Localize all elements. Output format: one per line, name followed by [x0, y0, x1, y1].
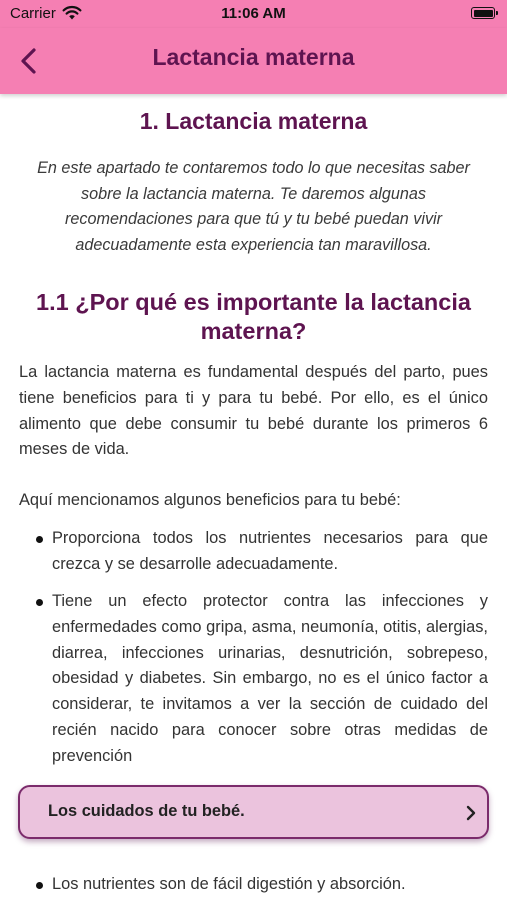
benefit-item [52, 872, 488, 898]
navigation-bar [0, 28, 507, 94]
status-time: 11:06 AM [221, 5, 286, 22]
bullet-icon [36, 599, 43, 606]
link-card-label: Los cuidados de tu bebé. [48, 802, 245, 820]
benefit-text: Los nutrientes son de fácil digestión y absorción. [52, 875, 406, 893]
nav-title: Lactancia materna [152, 44, 355, 70]
baby-care-link-card[interactable] [18, 785, 489, 839]
benefit-text: Tiene un efecto protector contra las infecciones y enfermedades como gripa, asma, neumonía, otitis, alergias, diarrea, infecciones urinarias, desnutrición, sobrepeso, obesidad y diabetes. Sin embargo, no es el único factor a considerar, te invitamos a ver la sección de cuidado del recién nacido para conocer sobre otras medidas de prevención [52, 592, 488, 765]
carrier-label: Carrier [10, 5, 56, 22]
benefits-intro: Aquí mencionamos algunos beneficios para tu bebé: [19, 491, 401, 509]
article-content[interactable] [0, 94, 507, 900]
chevron-right-icon [465, 804, 477, 822]
intro-text: En este apartado te contaremos todo lo que necesitas saber sobre la lactancia materna. Te daremos algunas recomendaciones para que tú y tu bebé puedan vivir adecuadamente esta experiencia tan maravillosa. [37, 159, 470, 254]
page-heading: 1. Lactancia materna [139, 108, 368, 134]
benefit-text: Proporciona todos los nutrientes necesarios para que crezca y se desarrolle adecuadamente. [52, 529, 488, 573]
benefit-item [52, 526, 488, 578]
bullet-icon [36, 882, 43, 889]
section-heading: 1.1 ¿Por qué es importante la lactancia materna? [36, 289, 471, 344]
status-bar [0, 0, 507, 28]
benefit-item [52, 589, 488, 770]
battery-icon [471, 7, 495, 19]
section-paragraph: La lactancia materna es fundamental después del parto, pues tiene beneficios para ti y para tu bebé. Por ello, es el único alimento que debe consumir tu bebé durante los primeros 6 meses de vida. [19, 363, 488, 459]
bullet-icon [36, 536, 43, 543]
